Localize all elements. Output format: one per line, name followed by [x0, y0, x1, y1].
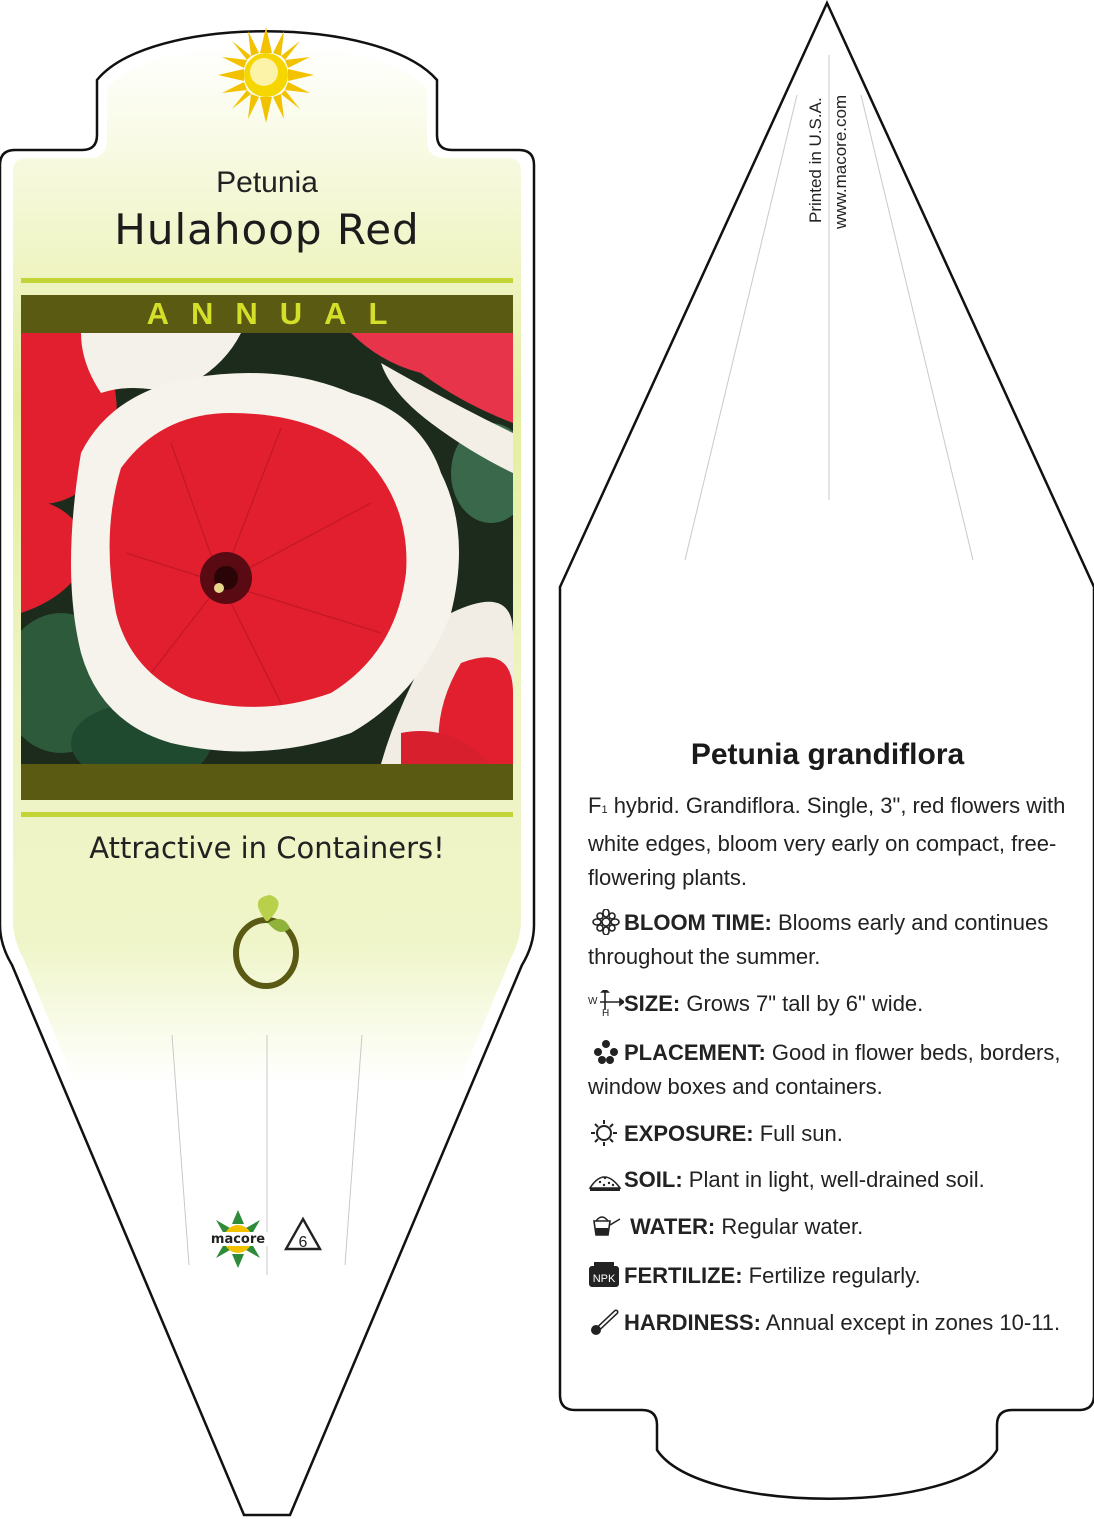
watering-can-icon: [588, 1213, 624, 1239]
attr-fertilize: [588, 1259, 1068, 1293]
water-label: WATER:: [630, 1214, 716, 1239]
accent-line-bottom: [21, 812, 513, 817]
variety-name: Hulahoop Red: [114, 205, 420, 254]
attr-size: [588, 987, 1068, 1021]
size-arrows-icon: [588, 990, 624, 1016]
sun-outline-icon: [588, 1120, 624, 1146]
placement-label: PLACEMENT:: [624, 1040, 766, 1065]
annual-label: ANNUAL: [146, 296, 410, 331]
common-name: Petunia: [216, 166, 318, 199]
water-text: Regular water.: [715, 1214, 864, 1239]
attr-water: [588, 1210, 1068, 1244]
svg-text:NPK: NPK: [592, 1273, 616, 1285]
recycle-number: 6: [298, 1234, 308, 1251]
bloom-time-text: Blooms early and continues throughout the summer.: [588, 910, 1049, 969]
sun-icon: [218, 27, 314, 123]
macore-logo-icon: [208, 1210, 268, 1268]
accent-line-top: [21, 278, 513, 283]
attr-exposure: [588, 1117, 1068, 1151]
flower-photo: [21, 333, 513, 764]
fertilize-label: FERTILIZE:: [624, 1263, 743, 1288]
soil-label: SOIL:: [624, 1167, 683, 1192]
description-text: hybrid. Grandiflora. Single, 3", red flowers with white edges, bloom very early on compact, free-flowering plants.: [588, 793, 1066, 890]
tagline: Attractive in Containers!: [89, 831, 445, 865]
printed-in-text: Printed in U.S.A.: [806, 97, 825, 223]
sprout-logo-icon: [228, 893, 304, 989]
svg-text:H: H: [602, 1008, 610, 1016]
attr-bloom-time: [588, 906, 1068, 974]
photo-band-bottom: [21, 764, 513, 800]
attr-soil: [588, 1163, 1068, 1197]
website-text: www.macore.com: [831, 94, 850, 229]
hardiness-text: Annual except in zones 10-11.: [760, 1310, 1061, 1335]
size-text: Grows 7" tall by 6" wide.: [680, 991, 924, 1016]
hardiness-label: HARDINESS:: [624, 1310, 761, 1335]
npk-fertilizer-icon: [588, 1262, 624, 1288]
flower-icon: [588, 909, 624, 935]
f1-subscript: 1: [601, 804, 608, 816]
exposure-text: Full sun.: [753, 1121, 843, 1146]
f1-letter: F: [588, 793, 602, 818]
soil-mound-icon: [588, 1166, 624, 1192]
thermometer-icon: [588, 1309, 624, 1335]
attr-hardiness: [588, 1306, 1068, 1340]
description: [588, 789, 1068, 895]
species-name: Petunia grandiflora: [690, 738, 965, 771]
soil-text: Plant in light, well-drained soil.: [682, 1167, 985, 1192]
exposure-label: EXPOSURE:: [624, 1121, 754, 1146]
attr-placement: [588, 1036, 1068, 1104]
bloom-time-label: BLOOM TIME:: [624, 910, 772, 935]
size-label: SIZE:: [624, 991, 681, 1016]
placement-text: Good in flower beds, borders, window boxes and containers.: [588, 1040, 1061, 1099]
brand-name: macore: [210, 1232, 266, 1247]
placement-flowers-icon: [588, 1039, 624, 1065]
recycle-icon: [283, 1216, 323, 1256]
svg-text:W: W: [588, 996, 598, 1007]
fertilize-text: Fertilize regularly.: [742, 1263, 921, 1288]
